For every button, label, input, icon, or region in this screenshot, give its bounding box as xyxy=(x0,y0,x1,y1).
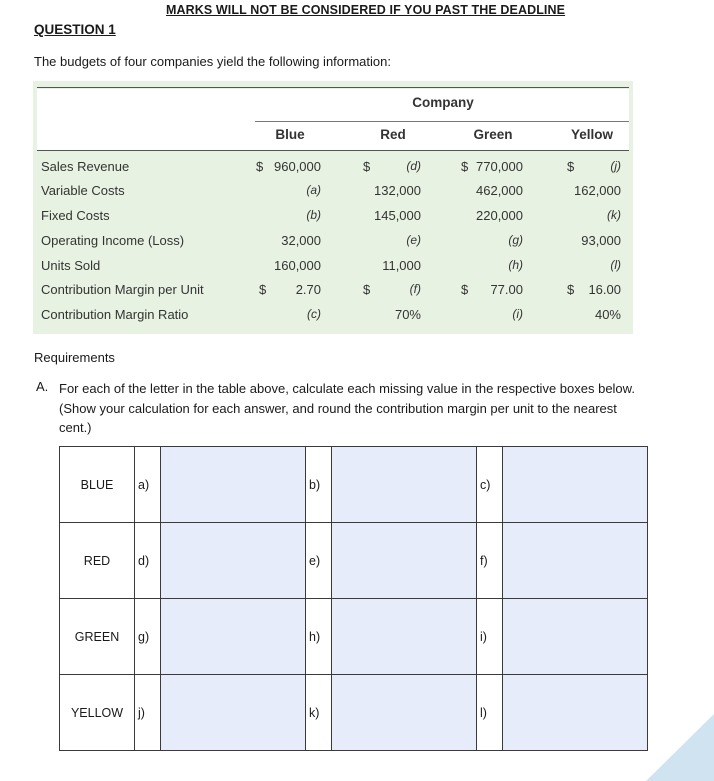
value-blue: 32,000 xyxy=(281,233,321,248)
value-blue: 960,000 xyxy=(274,159,321,174)
value-yellow: 93,000 xyxy=(581,233,621,248)
company-label: YELLOW xyxy=(60,675,135,751)
table-top-rule xyxy=(37,87,629,88)
value-green: (g) xyxy=(508,233,523,247)
table-header-band xyxy=(37,89,629,151)
answer-box-i[interactable] xyxy=(503,599,648,675)
table-row xyxy=(41,255,633,277)
answer-row-yellow xyxy=(60,675,648,751)
value-green: (h) xyxy=(508,258,523,272)
answer-box-a[interactable] xyxy=(161,447,306,523)
answer-box-d[interactable] xyxy=(161,523,306,599)
value-red: (e) xyxy=(406,233,421,247)
value-yellow: 40% xyxy=(594,307,621,322)
answer-box-k[interactable] xyxy=(332,675,477,751)
value-green: 220,000 xyxy=(476,208,523,223)
answer-box-c[interactable] xyxy=(503,447,648,523)
company-group-header: Company xyxy=(412,95,474,110)
value-yellow: (l) xyxy=(610,258,621,272)
currency-symbol: $ xyxy=(567,282,575,297)
column-header-red: Red xyxy=(380,127,406,142)
value-yellow: 162,000 xyxy=(574,183,621,198)
budget-table xyxy=(33,81,633,334)
currency-symbol: $ xyxy=(461,282,469,297)
answer-letter: k) xyxy=(306,675,332,751)
requirement-text: For each of the letter in the table above, calculate each missing value in the respective boxes below. (Show your calculation for each answer, and round the contribution margin per unit to the nearest cent.) xyxy=(59,381,635,435)
row-label: Units Sold xyxy=(41,258,101,273)
table-row xyxy=(41,230,633,252)
currency-symbol: $ xyxy=(256,159,264,174)
answer-letter: i) xyxy=(477,599,503,675)
currency-symbol: $ xyxy=(363,159,371,174)
currency-symbol: $ xyxy=(461,159,469,174)
value-yellow: (k) xyxy=(607,208,621,222)
answer-box-b[interactable] xyxy=(332,447,477,523)
table-row xyxy=(41,304,633,326)
answer-letter: g) xyxy=(135,599,161,675)
table-row xyxy=(41,205,633,227)
value-blue: (b) xyxy=(306,208,321,222)
answer-letter: c) xyxy=(477,447,503,523)
answer-box-e[interactable] xyxy=(332,523,477,599)
value-yellow: 16.00 xyxy=(588,282,621,297)
answer-letter: d) xyxy=(135,523,161,599)
row-label: Fixed Costs xyxy=(41,208,110,223)
answer-box-j[interactable] xyxy=(161,675,306,751)
value-red: (d) xyxy=(406,159,421,173)
row-label: Operating Income (Loss) xyxy=(41,233,185,248)
question-title: QUESTION 1 xyxy=(34,22,116,37)
value-blue: (a) xyxy=(306,183,321,197)
column-header-blue: Blue xyxy=(275,127,305,142)
value-red: 132,000 xyxy=(374,183,421,198)
value-red: 11,000 xyxy=(382,258,421,273)
answer-row-red xyxy=(60,523,648,599)
answer-box-l[interactable] xyxy=(503,675,648,751)
intro-text: The budgets of four companies yield the following information: xyxy=(34,54,391,69)
column-header-green: Green xyxy=(473,127,513,142)
requirements-heading: Requirements xyxy=(34,350,115,365)
value-blue: 160,000 xyxy=(274,258,321,273)
value-yellow: (j) xyxy=(610,159,621,173)
column-header-yellow: Yellow xyxy=(570,127,614,142)
table-row xyxy=(41,180,633,202)
value-red: (f) xyxy=(409,282,421,296)
corner-decoration xyxy=(646,714,714,781)
answer-letter: j) xyxy=(135,675,161,751)
deadline-notice: MARKS WILL NOT BE CONSIDERED IF YOU PAST THE DEADLINE xyxy=(166,3,566,17)
answer-box-g[interactable] xyxy=(161,599,306,675)
currency-symbol: $ xyxy=(363,282,371,297)
company-label: GREEN xyxy=(60,599,135,675)
table-header-rule xyxy=(37,150,629,151)
answer-letter: f) xyxy=(477,523,503,599)
answer-letter: l) xyxy=(477,675,503,751)
value-red: 145,000 xyxy=(374,208,421,223)
answer-letter: h) xyxy=(306,599,332,675)
answer-letter: b) xyxy=(306,447,332,523)
value-green: 770,000 xyxy=(476,159,523,174)
row-label: Contribution Margin per Unit xyxy=(41,282,204,297)
answer-row-green xyxy=(60,599,648,675)
value-blue: (c) xyxy=(307,307,321,321)
answer-row-blue xyxy=(60,447,648,523)
row-label: Sales Revenue xyxy=(41,159,130,174)
value-green: (i) xyxy=(512,307,523,321)
answer-letter: e) xyxy=(306,523,332,599)
requirement-label: A. xyxy=(36,379,49,394)
value-red: 70% xyxy=(394,307,421,322)
answer-letter: a) xyxy=(135,447,161,523)
currency-symbol: $ xyxy=(259,282,267,297)
value-green: 462,000 xyxy=(476,183,523,198)
row-label: Contribution Margin Ratio xyxy=(41,307,189,322)
company-label: RED xyxy=(60,523,135,599)
company-label: BLUE xyxy=(60,447,135,523)
table-row xyxy=(41,279,633,301)
answer-box-h[interactable] xyxy=(332,599,477,675)
answer-box-f[interactable] xyxy=(503,523,648,599)
row-label: Variable Costs xyxy=(41,183,125,198)
value-green: 77.00 xyxy=(490,282,523,297)
value-blue: 2.70 xyxy=(295,282,321,297)
table-row xyxy=(41,156,633,178)
currency-symbol: $ xyxy=(567,159,575,174)
table-mid-rule xyxy=(255,121,629,122)
answer-grid xyxy=(59,446,648,751)
